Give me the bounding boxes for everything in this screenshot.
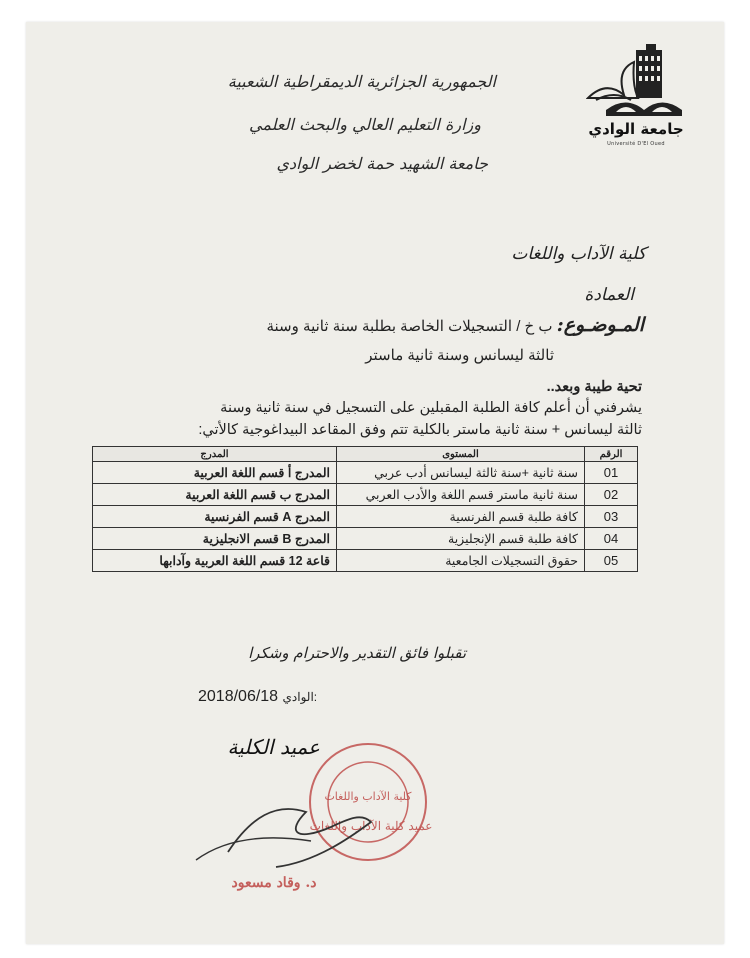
row-number: 03 [585, 506, 638, 528]
dean-office: العمادة [584, 285, 634, 305]
subject-line [266, 314, 644, 336]
university-title: جامعة الشهيد حمة لخضر الوادي [276, 154, 488, 173]
row-level: سنة ثانية +سنة ثالثة ليسانس أدب عربي [337, 462, 585, 484]
body-line-1: يشرفني أن أعلم كافة الطلبة المقبلين على التسجيل في سنة ثانية وسنة [220, 400, 642, 416]
header-number: الرقم [585, 447, 638, 462]
date-label: الوادي: [282, 690, 318, 704]
table-row [93, 506, 638, 528]
stamp-dean-text: عميد كلية الآداب واللغات [309, 819, 433, 833]
closing-text: تقبلوا فائق التقدير والاحترام وشكرا [248, 644, 466, 662]
header-level: المستوى [337, 447, 585, 462]
republic-title: الجمهورية الجزائرية الديمقراطية الشعبية [227, 72, 496, 91]
row-hall: المدرج B قسم الانجليزية [93, 528, 337, 550]
official-stamp [156, 742, 466, 912]
logo-subtitle: Université D'El Oued [607, 141, 665, 147]
table-row [93, 550, 638, 572]
subject-label: المـوضـوع: [556, 314, 644, 336]
header-hall: المدرج [93, 447, 337, 462]
row-hall: قاعة 12 قسم اللغة العربية وآدابها [93, 550, 337, 572]
table-row [93, 462, 638, 484]
row-hall: المدرج A قسم الفرنسية [93, 506, 337, 528]
row-level: سنة ثانية ماستر قسم اللغة والأدب العربي [337, 484, 585, 506]
subject-line-2: ثالثة ليسانس وسنة ثانية ماستر [365, 347, 554, 364]
body-line-2: ثالثة ليسانس + سنة ثانية ماستر بالكلية تتم وفق المقاعد البيداغوجية كالأتي: [198, 422, 642, 438]
stamp-name: د. وقاد مسعود [231, 875, 317, 891]
signature-title: عميد الكلية [227, 735, 320, 759]
table-row [93, 528, 638, 550]
row-number: 02 [585, 484, 638, 506]
faculty-name: كلية الآداب واللغات [511, 244, 646, 264]
table-row [93, 484, 638, 506]
row-number: 01 [585, 462, 638, 484]
greeting: تحية طيبة وبعد.. [546, 379, 642, 395]
row-hall: المدرج ب قسم اللغة العربية [93, 484, 337, 506]
row-hall: المدرج أ قسم اللغة العربية [93, 462, 337, 484]
university-logo [586, 40, 686, 155]
row-level: كافة طلبة قسم الفرنسية [337, 506, 585, 528]
date-value: 2018/06/18 [198, 688, 279, 705]
university-building-icon [586, 40, 686, 120]
subject-text: ب خ / التسجيلات الخاصة بطلبة سنة ثانية وسنة [266, 318, 553, 335]
logo-name: جامعة الوادي [588, 120, 684, 138]
table-header-row [93, 447, 638, 462]
row-number: 05 [585, 550, 638, 572]
ministry-title: وزارة التعليم العالي والبحث العلمي [249, 115, 481, 134]
stamp-text: كلية الآداب واللغات [324, 790, 412, 803]
handwritten-signature [228, 809, 371, 867]
date-line [198, 688, 317, 706]
row-level: حقوق التسجيلات الجامعية [337, 550, 585, 572]
row-level: كافة طلبة قسم الإنجليزية [337, 528, 585, 550]
registration-table [92, 446, 638, 572]
row-number: 04 [585, 528, 638, 550]
